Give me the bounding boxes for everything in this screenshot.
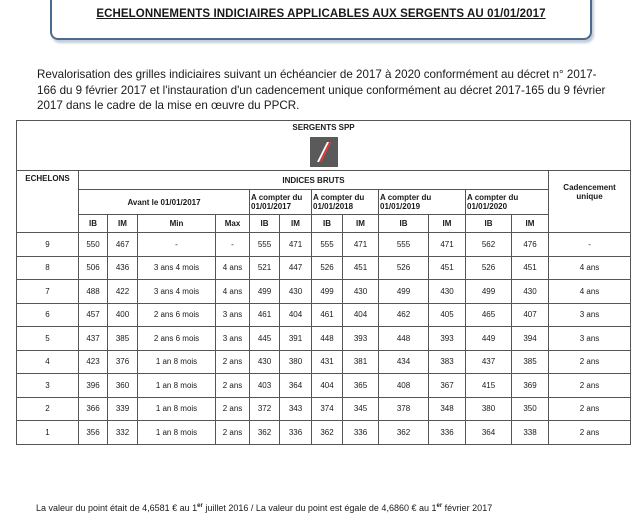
value-cell: 476 (512, 233, 549, 257)
value-cell: 2 ans (216, 421, 250, 445)
value-cell: 385 (108, 327, 138, 351)
value-cell: 1 an 8 mois (138, 374, 216, 398)
value-cell: 1 an 8 mois (138, 350, 216, 374)
value-cell: 555 (312, 233, 343, 257)
value-cell: 345 (343, 397, 379, 421)
value-cell: 404 (343, 303, 379, 327)
value-cell: 521 (250, 256, 280, 280)
table-row (17, 421, 631, 445)
value-cell: 526 (379, 256, 429, 280)
intro-paragraph: Revalorisation des grilles indiciaires suivant un échéancier de 2017 à 2020 conformément au décret n° 2017-166 du 9 février 2017 et l'instauration d'un cadencement unique conformément au décret 2017-165 du 9 février 2017 dans le cadre de la mise en œuvre du PPCR. (37, 68, 606, 113)
value-cell: 499 (250, 280, 280, 304)
value-cell: 3 ans 4 mois (138, 280, 216, 304)
value-cell: 1 an 8 mois (138, 421, 216, 445)
value-cell: 404 (280, 303, 312, 327)
value-cell: 451 (429, 256, 466, 280)
footer-superscript: er (436, 503, 443, 509)
cadencement-cell: 3 ans (549, 303, 631, 327)
value-cell: 430 (280, 280, 312, 304)
cadencement-cell: 2 ans (549, 374, 631, 398)
echelon-cell: 5 (17, 327, 79, 351)
value-cell: 393 (429, 327, 466, 351)
value-cell: 362 (250, 421, 280, 445)
value-cell: 376 (108, 350, 138, 374)
value-cell: 332 (108, 421, 138, 445)
value-cell: 467 (108, 233, 138, 257)
value-cell: 526 (312, 256, 343, 280)
salary-grid-table (16, 120, 631, 445)
column-header: IB (79, 215, 108, 233)
cadencement-cell: 4 ans (549, 256, 631, 280)
value-cell: 471 (343, 233, 379, 257)
value-cell: 462 (379, 303, 429, 327)
sergent-stripe-emblem-icon (310, 137, 338, 167)
group-title: SERGENTS SPP (292, 123, 355, 132)
value-cell: 430 (343, 280, 379, 304)
group-header-cell (17, 121, 631, 171)
period-header: A compter du 01/01/2017 (250, 190, 312, 215)
value-cell: 1 an 8 mois (138, 397, 216, 421)
value-cell: 448 (379, 327, 429, 351)
value-cell: 465 (466, 303, 512, 327)
value-cell: 365 (343, 374, 379, 398)
value-cell: 526 (466, 256, 512, 280)
value-cell: - (138, 233, 216, 257)
table-row (17, 397, 631, 421)
value-cell: 423 (79, 350, 108, 374)
value-cell: 461 (312, 303, 343, 327)
echelon-cell: 9 (17, 233, 79, 257)
value-cell: 381 (343, 350, 379, 374)
value-cell: 436 (108, 256, 138, 280)
column-header: IM (343, 215, 379, 233)
value-cell: 555 (379, 233, 429, 257)
point-value-footer (36, 503, 616, 513)
echelon-cell: 1 (17, 421, 79, 445)
value-cell: 336 (280, 421, 312, 445)
value-cell: 380 (280, 350, 312, 374)
value-cell: 391 (280, 327, 312, 351)
column-header: IB (466, 215, 512, 233)
value-cell: 360 (108, 374, 138, 398)
value-cell: 405 (429, 303, 466, 327)
value-cell: 437 (466, 350, 512, 374)
echelon-cell: 2 (17, 397, 79, 421)
period-header: A compter du 01/01/2018 (312, 190, 379, 215)
value-cell: 555 (250, 233, 280, 257)
value-cell: 499 (466, 280, 512, 304)
value-cell: 3 ans (216, 327, 250, 351)
value-cell: 447 (280, 256, 312, 280)
table-row (17, 233, 631, 257)
column-header: Min (138, 215, 216, 233)
value-cell: 394 (512, 327, 549, 351)
indices-bruts-header: INDICES BRUTS (79, 171, 549, 190)
table-row (17, 280, 631, 304)
value-cell: 343 (280, 397, 312, 421)
value-cell: 461 (250, 303, 280, 327)
value-cell: 396 (79, 374, 108, 398)
value-cell: 336 (429, 421, 466, 445)
footer-text: février 2017 (442, 503, 493, 513)
footer-text: juillet 2016 / La valeur du point est égale de 4,6860 € au 1 (202, 503, 437, 513)
echelon-cell: 8 (17, 256, 79, 280)
document-title: ECHELONNEMENTS INDICIAIRES APPLICABLES AUX SERGENTS AU 01/01/2017 (96, 8, 546, 20)
cadencement-cell: 2 ans (549, 350, 631, 374)
value-cell: 364 (466, 421, 512, 445)
value-cell: 404 (312, 374, 343, 398)
value-cell: 415 (466, 374, 512, 398)
value-cell: 430 (429, 280, 466, 304)
value-cell: 374 (312, 397, 343, 421)
cadencement-cell: 2 ans (549, 397, 631, 421)
cadencement-header: Cadencement unique (549, 171, 631, 233)
echelons-header: ECHELONS (17, 171, 79, 233)
value-cell: - (216, 233, 250, 257)
table-row (17, 374, 631, 398)
value-cell: 393 (343, 327, 379, 351)
value-cell: 362 (379, 421, 429, 445)
value-cell: 471 (429, 233, 466, 257)
value-cell: 350 (512, 397, 549, 421)
footer-superscript: er (197, 503, 203, 509)
value-cell: 366 (79, 397, 108, 421)
value-cell: 445 (250, 327, 280, 351)
column-header: IM (108, 215, 138, 233)
value-cell: 422 (108, 280, 138, 304)
value-cell: 488 (79, 280, 108, 304)
value-cell: 2 ans 6 mois (138, 327, 216, 351)
cadencement-cell: - (549, 233, 631, 257)
value-cell: 499 (379, 280, 429, 304)
period-header: Avant le 01/01/2017 (79, 190, 250, 215)
column-header: IB (379, 215, 429, 233)
value-cell: 362 (312, 421, 343, 445)
value-cell: 367 (429, 374, 466, 398)
footer-text: La valeur du point était de 4,6581 € au 1 (36, 503, 198, 513)
cadencement-cell: 2 ans (549, 421, 631, 445)
value-cell: 364 (280, 374, 312, 398)
value-cell: 434 (379, 350, 429, 374)
value-cell: 451 (512, 256, 549, 280)
value-cell: 4 ans (216, 280, 250, 304)
value-cell: 437 (79, 327, 108, 351)
cadencement-cell: 4 ans (549, 280, 631, 304)
value-cell: 2 ans (216, 350, 250, 374)
value-cell: 2 ans 6 mois (138, 303, 216, 327)
value-cell: 457 (79, 303, 108, 327)
value-cell: 451 (343, 256, 379, 280)
value-cell: 408 (379, 374, 429, 398)
value-cell: 369 (512, 374, 549, 398)
value-cell: 380 (466, 397, 512, 421)
echelon-cell: 3 (17, 374, 79, 398)
column-header: Max (216, 215, 250, 233)
value-cell: 2 ans (216, 397, 250, 421)
value-cell: 356 (79, 421, 108, 445)
value-cell: 383 (429, 350, 466, 374)
value-cell: 378 (379, 397, 429, 421)
table-row (17, 256, 631, 280)
value-cell: 499 (312, 280, 343, 304)
value-cell: 430 (512, 280, 549, 304)
title-banner (50, 0, 592, 40)
value-cell: 372 (250, 397, 280, 421)
period-header: A compter du 01/01/2019 (379, 190, 466, 215)
value-cell: 431 (312, 350, 343, 374)
value-cell: 471 (280, 233, 312, 257)
value-cell: 3 ans 4 mois (138, 256, 216, 280)
column-header: IB (312, 215, 343, 233)
echelon-cell: 4 (17, 350, 79, 374)
value-cell: 348 (429, 397, 466, 421)
value-cell: 400 (108, 303, 138, 327)
column-header: IB (250, 215, 280, 233)
value-cell: 506 (79, 256, 108, 280)
value-cell: 2 ans (216, 374, 250, 398)
value-cell: 407 (512, 303, 549, 327)
value-cell: 550 (79, 233, 108, 257)
table-row (17, 327, 631, 351)
table-row (17, 303, 631, 327)
period-header: A compter du 01/01/2020 (466, 190, 549, 215)
value-cell: 339 (108, 397, 138, 421)
value-cell: 338 (512, 421, 549, 445)
column-header: IM (280, 215, 312, 233)
column-header: IM (429, 215, 466, 233)
value-cell: 430 (250, 350, 280, 374)
column-header: IM (512, 215, 549, 233)
value-cell: 448 (312, 327, 343, 351)
echelon-cell: 7 (17, 280, 79, 304)
value-cell: 403 (250, 374, 280, 398)
value-cell: 3 ans (216, 303, 250, 327)
value-cell: 449 (466, 327, 512, 351)
table-row (17, 350, 631, 374)
value-cell: 562 (466, 233, 512, 257)
value-cell: 336 (343, 421, 379, 445)
value-cell: 385 (512, 350, 549, 374)
cadencement-cell: 3 ans (549, 327, 631, 351)
echelon-cell: 6 (17, 303, 79, 327)
value-cell: 4 ans (216, 256, 250, 280)
